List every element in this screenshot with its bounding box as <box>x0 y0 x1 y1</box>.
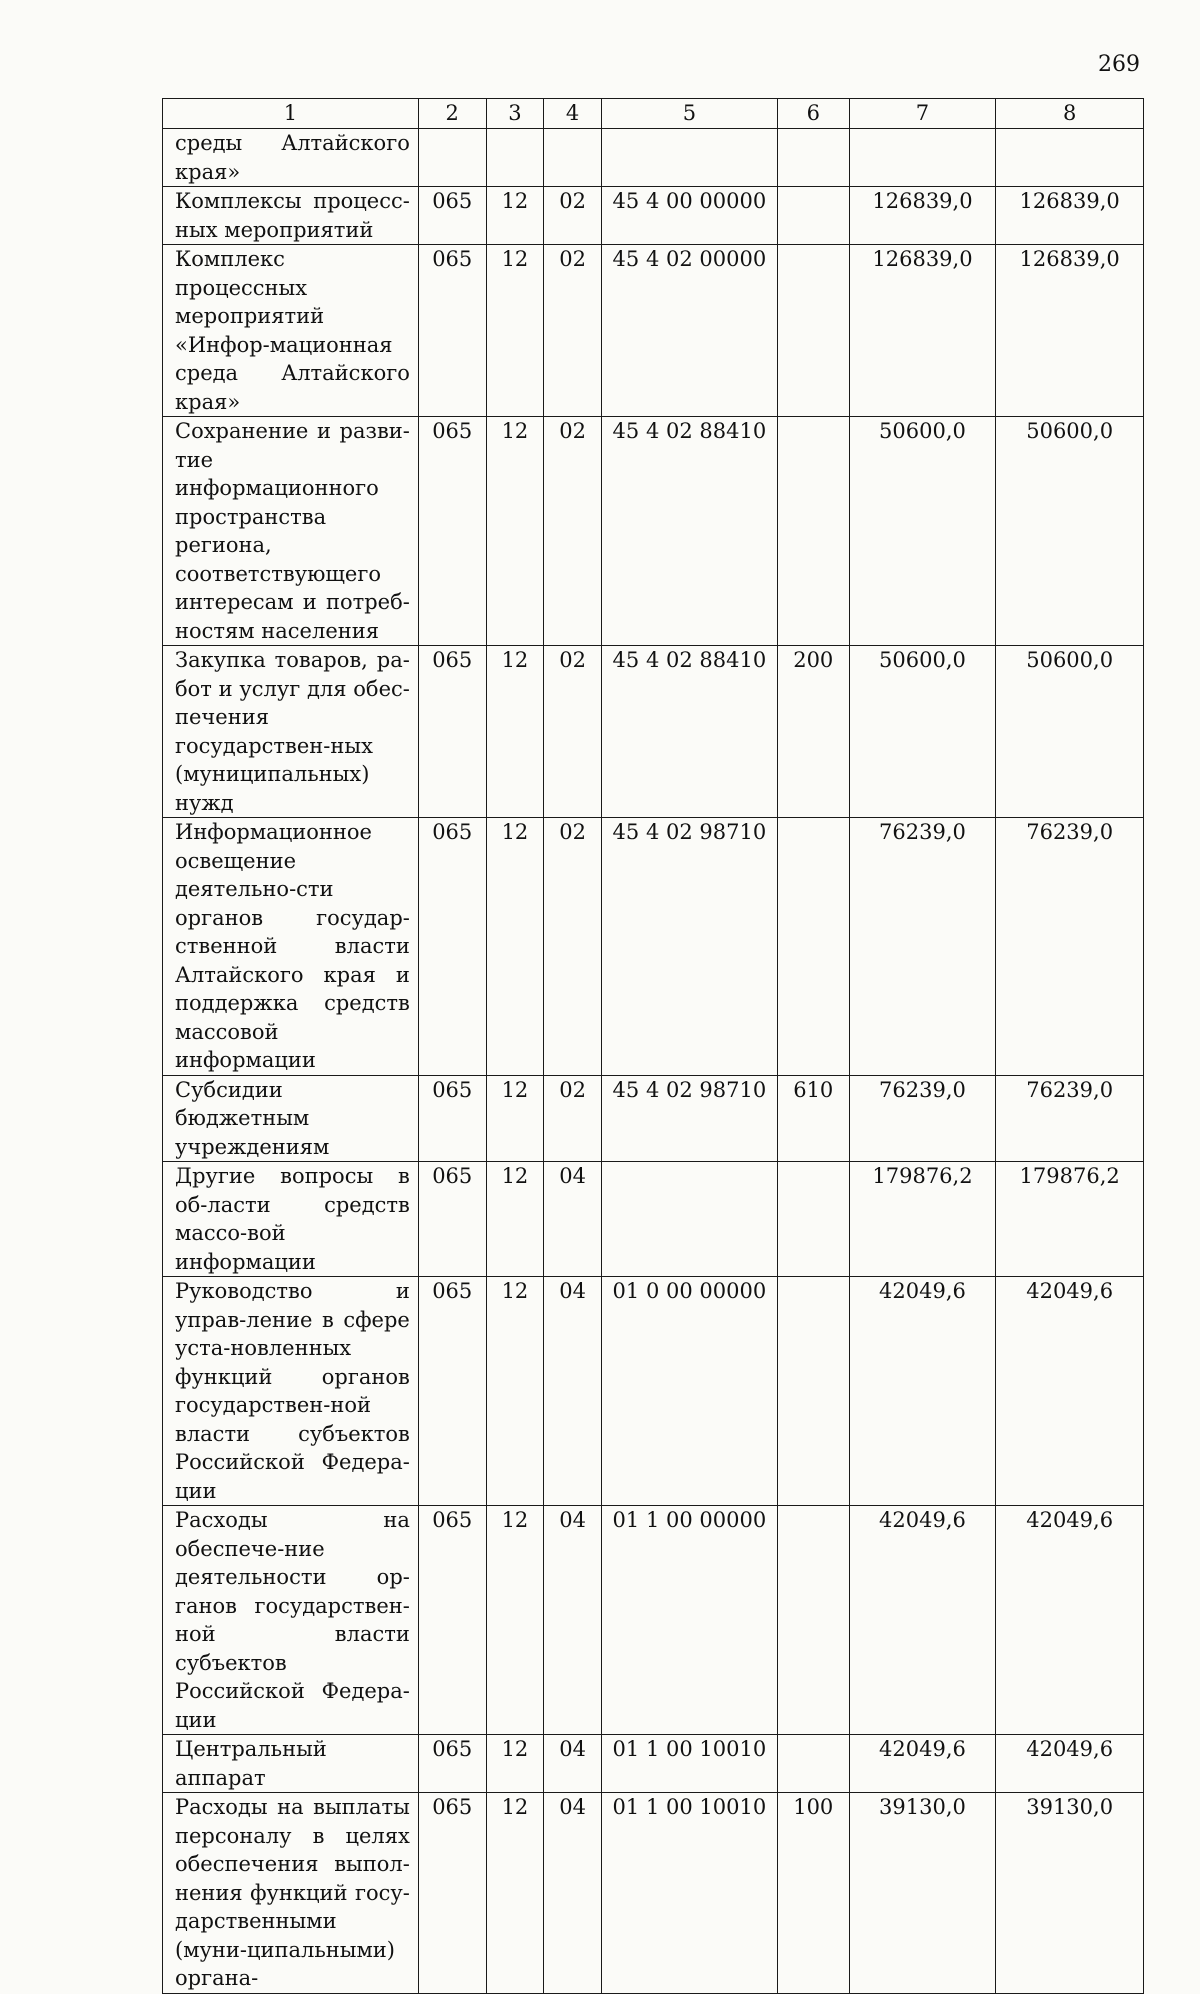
table-row <box>163 818 1144 1076</box>
amount-cell <box>996 129 1144 187</box>
amount-cell: 126839,0 <box>996 245 1144 417</box>
target-article-cell: 01 1 00 10010 <box>601 1793 777 1994</box>
amount-cell: 50600,0 <box>996 417 1144 646</box>
expense-type-cell <box>777 818 849 1076</box>
table-header-row <box>163 99 1144 129</box>
target-article-cell: 01 0 00 00000 <box>601 1277 777 1506</box>
admin-code-cell: 065 <box>418 1506 486 1735</box>
target-article-cell: 45 4 02 98710 <box>601 818 777 1076</box>
section-cell: 12 <box>486 187 544 245</box>
section-cell: 12 <box>486 1075 544 1162</box>
row-name-cell: среды Алтайского края» <box>163 129 419 187</box>
subsection-cell: 02 <box>544 818 602 1076</box>
admin-code-cell: 065 <box>418 187 486 245</box>
header-cell: 5 <box>601 99 777 129</box>
section-cell: 12 <box>486 818 544 1076</box>
expense-type-cell <box>777 1277 849 1506</box>
amount-cell: 126839,0 <box>849 245 996 417</box>
target-article-cell: 45 4 02 88410 <box>601 417 777 646</box>
header-cell: 8 <box>996 99 1144 129</box>
amount-cell: 179876,2 <box>849 1162 996 1277</box>
amount-cell: 126839,0 <box>849 187 996 245</box>
expense-type-cell: 100 <box>777 1793 849 1994</box>
row-name-cell: Руководство и управ-ление в сфере уста-новленных функций органов государствен-ной власти субъектов Российской Федера-ции <box>163 1277 419 1506</box>
amount-cell: 179876,2 <box>996 1162 1144 1277</box>
table-row <box>163 1277 1144 1506</box>
table-row <box>163 245 1144 417</box>
table-row <box>163 129 1144 187</box>
subsection-cell: 04 <box>544 1793 602 1994</box>
amount-cell: 50600,0 <box>849 417 996 646</box>
expense-type-cell: 610 <box>777 1075 849 1162</box>
subsection-cell: 02 <box>544 1075 602 1162</box>
subsection-cell <box>544 129 602 187</box>
admin-code-cell: 065 <box>418 417 486 646</box>
admin-code-cell <box>418 129 486 187</box>
row-name-cell: Субсидии бюджетным учреждениям <box>163 1075 419 1162</box>
target-article-cell: 45 4 02 88410 <box>601 646 777 818</box>
section-cell: 12 <box>486 1793 544 1994</box>
section-cell <box>486 129 544 187</box>
row-name-cell: Закупка товаров, ра-бот и услуг для обес-печения государствен-ных (муниципальных) нужд <box>163 646 419 818</box>
admin-code-cell: 065 <box>418 245 486 417</box>
amount-cell: 76239,0 <box>849 818 996 1076</box>
amount-cell: 39130,0 <box>849 1793 996 1994</box>
amount-cell: 42049,6 <box>996 1277 1144 1506</box>
admin-code-cell: 065 <box>418 818 486 1076</box>
subsection-cell: 02 <box>544 187 602 245</box>
amount-cell: 42049,6 <box>996 1735 1144 1793</box>
header-cell: 4 <box>544 99 602 129</box>
section-cell: 12 <box>486 1277 544 1506</box>
admin-code-cell: 065 <box>418 1793 486 1994</box>
amount-cell: 50600,0 <box>849 646 996 818</box>
row-name-cell: Комплекс процессных мероприятий «Инфор-мационная среда Алтайского края» <box>163 245 419 417</box>
target-article-cell: 01 1 00 10010 <box>601 1735 777 1793</box>
amount-cell: 76239,0 <box>996 1075 1144 1162</box>
target-article-cell: 01 1 00 00000 <box>601 1506 777 1735</box>
amount-cell: 39130,0 <box>996 1793 1144 1994</box>
table-row <box>163 1735 1144 1793</box>
table-row <box>163 646 1144 818</box>
section-cell: 12 <box>486 1506 544 1735</box>
expense-type-cell <box>777 187 849 245</box>
amount-cell: 76239,0 <box>996 818 1144 1076</box>
subsection-cell: 04 <box>544 1162 602 1277</box>
header-cell: 7 <box>849 99 996 129</box>
amount-cell: 42049,6 <box>996 1506 1144 1735</box>
row-name-cell: Сохранение и разви-тие информационного пространства региона, соответствующего интересам и потреб-ностям населения <box>163 417 419 646</box>
section-cell: 12 <box>486 1162 544 1277</box>
admin-code-cell: 065 <box>418 1735 486 1793</box>
target-article-cell: 45 4 02 00000 <box>601 245 777 417</box>
admin-code-cell: 065 <box>418 646 486 818</box>
subsection-cell: 04 <box>544 1735 602 1793</box>
row-name-cell: Комплексы процесс-ных мероприятий <box>163 187 419 245</box>
amount-cell: 42049,6 <box>849 1277 996 1506</box>
row-name-cell: Информационное освещение деятельно-сти органов государ-ственной власти Алтайского края и поддержка средств массовой информации <box>163 818 419 1076</box>
subsection-cell: 04 <box>544 1506 602 1735</box>
subsection-cell: 02 <box>544 646 602 818</box>
row-name-cell: Расходы на обеспече-ние деятельности ор-ганов государствен-ной власти субъектов Российской Федера-ции <box>163 1506 419 1735</box>
amount-cell <box>849 129 996 187</box>
table-row <box>163 1162 1144 1277</box>
expense-type-cell <box>777 245 849 417</box>
target-article-cell: 45 4 02 98710 <box>601 1075 777 1162</box>
table-row <box>163 1793 1144 1994</box>
section-cell: 12 <box>486 245 544 417</box>
row-name-cell: Другие вопросы в об-ласти средств массо-вой информации <box>163 1162 419 1277</box>
target-article-cell: 45 4 00 00000 <box>601 187 777 245</box>
subsection-cell: 04 <box>544 1277 602 1506</box>
admin-code-cell: 065 <box>418 1277 486 1506</box>
amount-cell: 126839,0 <box>996 187 1144 245</box>
header-cell: 2 <box>418 99 486 129</box>
budget-table <box>162 98 1144 1994</box>
target-article-cell <box>601 129 777 187</box>
header-cell: 6 <box>777 99 849 129</box>
table-row <box>163 1075 1144 1162</box>
page-number: 269 <box>1098 52 1140 77</box>
header-cell: 3 <box>486 99 544 129</box>
table-row <box>163 1506 1144 1735</box>
amount-cell: 42049,6 <box>849 1506 996 1735</box>
expense-type-cell: 200 <box>777 646 849 818</box>
amount-cell: 50600,0 <box>996 646 1144 818</box>
expense-type-cell <box>777 417 849 646</box>
amount-cell: 76239,0 <box>849 1075 996 1162</box>
expense-type-cell <box>777 1162 849 1277</box>
expense-type-cell <box>777 129 849 187</box>
subsection-cell: 02 <box>544 417 602 646</box>
header-cell: 1 <box>163 99 419 129</box>
section-cell: 12 <box>486 417 544 646</box>
section-cell: 12 <box>486 1735 544 1793</box>
section-cell: 12 <box>486 646 544 818</box>
expense-type-cell <box>777 1506 849 1735</box>
admin-code-cell: 065 <box>418 1075 486 1162</box>
subsection-cell: 02 <box>544 245 602 417</box>
amount-cell: 42049,6 <box>849 1735 996 1793</box>
admin-code-cell: 065 <box>418 1162 486 1277</box>
expense-type-cell <box>777 1735 849 1793</box>
table-row <box>163 417 1144 646</box>
row-name-cell: Расходы на выплаты персоналу в целях обеспечения выпол-нения функций госу-дарственными (муни-ципальными) органа- <box>163 1793 419 1994</box>
target-article-cell <box>601 1162 777 1277</box>
table-row <box>163 187 1144 245</box>
row-name-cell: Центральный аппарат <box>163 1735 419 1793</box>
